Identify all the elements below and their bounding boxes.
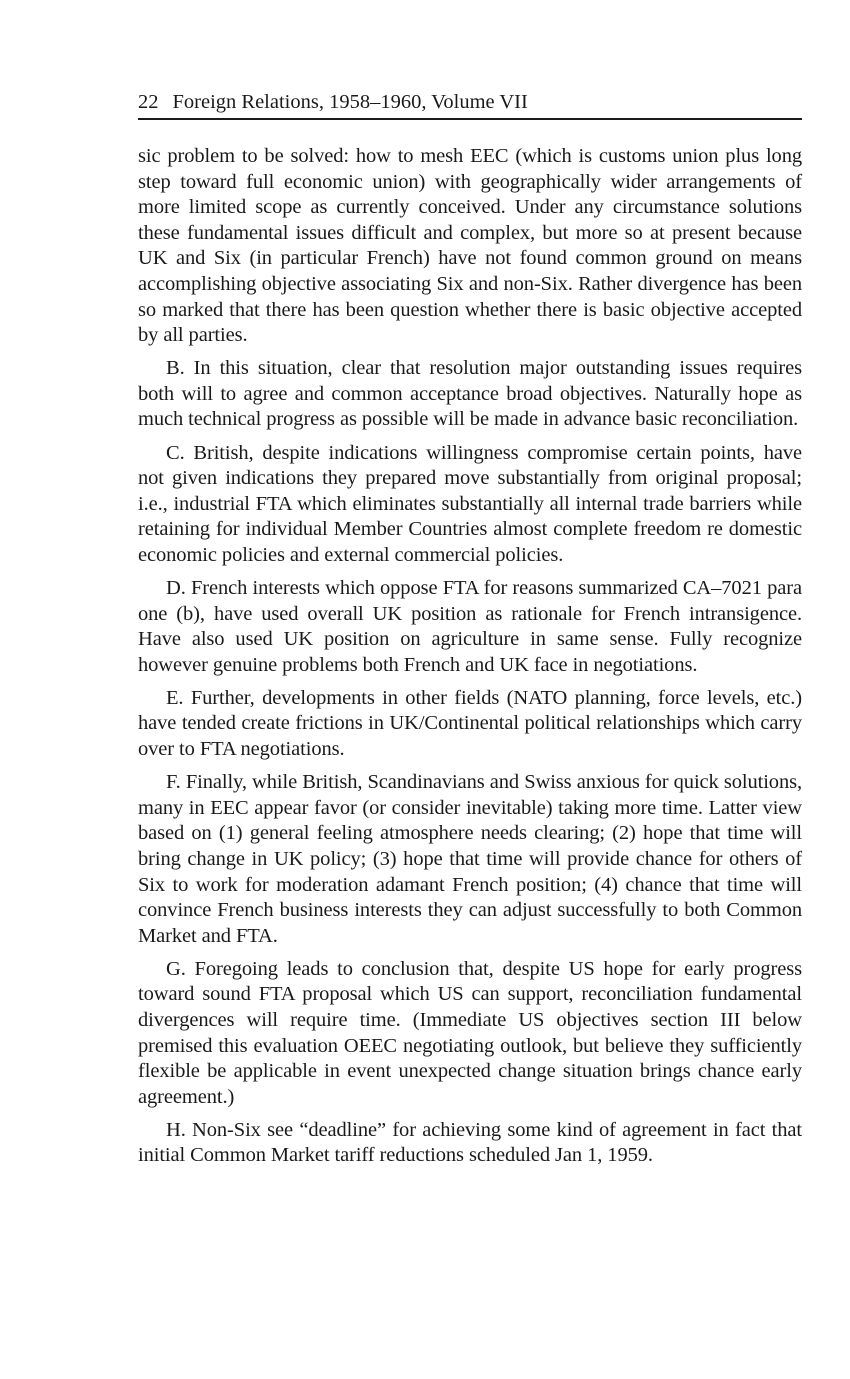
paragraph-b: B. In this situation, clear that resolution major outstanding issues requires both will to agree and common acceptance broad objectives. Naturally hope as much technical progress as possible will be made in advance basic reconciliation.: [138, 357, 802, 431]
document-page: [138, 88, 802, 1169]
paragraph-g: G. Foregoing leads to conclusion that, despite US hope for early progress toward sound FTA proposal which US can support, reconciliation fundamental divergences will require time. (Immediate US objectives section III below premised this evaluation OEEC negotiating outlook, but believe they sufficiently flexible be applicable in event unexpected change situation brings chance early agreement.): [138, 957, 802, 1108]
paragraph-e: E. Further, developments in other fields (NATO planning, force levels, etc.) have tended create frictions in UK/Continental political relationships which carry over to FTA negotiations.: [138, 686, 802, 761]
paragraph-f: F. Finally, while British, Scandinavians and Swiss anxious for quick solutions, many in EEC appear favor (or consider inevitable) taking more time. Latter view based on (1) general feeling atmosphere needs clearing; (2) hope that time will bring change in UK policy; (3) hope that time will provide chance for others of Six to work for moderation adamant French position; (4) chance that time will convince French business interests they can adjust successfully to both Common Market and FTA.: [138, 771, 802, 947]
body-text: [138, 144, 802, 1169]
paragraph-continuation: sic problem to be solved: how to mesh EEC (which is customs union plus long step toward full economic union) with geographically wider arrangements of more limited scope as currently conceived. Under any circumstance solutions these fundamental issues difficult and complex, but more so at present because UK and Six (in particular French) have not found common ground on means accomplishing objective associating Six and non-Six. Rather divergence has been so marked that there has been question whether there is basic objective accepted by all parties.: [138, 145, 802, 347]
paragraph-d: D. French interests which oppose FTA for reasons summarized CA–7021 para one (b), have used overall UK position as rationale for French intransigence. Have also used UK position on agriculture in same sense. Fully recognize however genuine problems both French and UK face in negotiations.: [138, 577, 802, 676]
paragraph-c: C. British, despite indications willingness compromise certain points, have not given indications they prepared move substantially from original proposal; i.e., industrial FTA which eliminates substantially all internal trade barriers while retaining for individual Member Countries almost complete freedom re domestic economic policies and external commercial policies.: [138, 441, 802, 566]
running-title: Foreign Relations, 1958–1960, Volume VII: [172, 91, 528, 113]
running-head: [138, 88, 802, 120]
page-number: 22: [138, 91, 159, 113]
paragraph-h: H. Non-Six see “deadline” for achieving some kind of agreement in fact that initial Common Market tariff reductions scheduled Jan 1, 1959.: [138, 1118, 802, 1167]
